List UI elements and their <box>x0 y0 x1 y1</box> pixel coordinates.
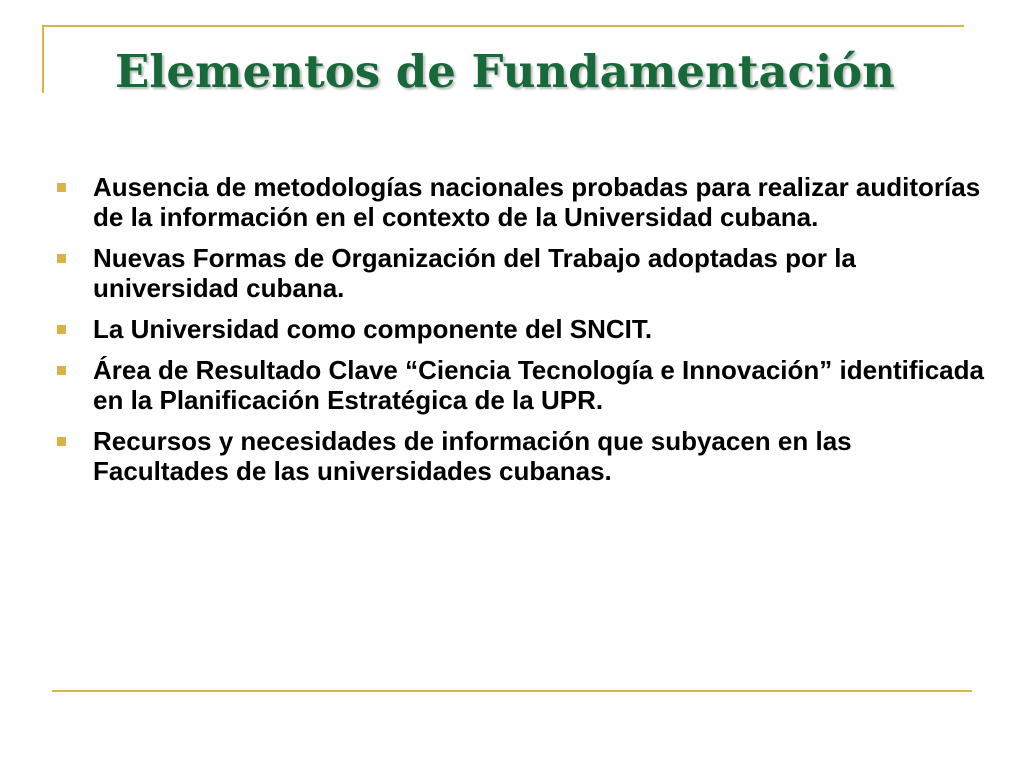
bullet-item <box>55 172 985 232</box>
bullet-text: Área de Resultado Clave “Ciencia Tecnología e Innovación” identificada en la Planificación Estratégica de la UPR. <box>93 355 984 415</box>
slide-title: Elementos de Fundamentación <box>115 45 895 98</box>
bullet-item <box>55 314 985 344</box>
bullet-text: Recursos y necesidades de información que subyacen en las Facultades de las universidades cubanas. <box>93 426 852 486</box>
square-bullet-icon <box>57 254 66 263</box>
bullet-text: Ausencia de metodologías nacionales probadas para realizar auditorías de la información en el contexto de la Universidad cubana. <box>93 172 981 232</box>
bullet-text: Nuevas Formas de Organización del Trabajo adoptadas por la universidad cubana. <box>93 243 856 303</box>
square-bullet-icon <box>57 437 66 446</box>
bullet-text: La Universidad como componente del SNCIT. <box>93 314 653 344</box>
frame-left-line <box>42 25 44 93</box>
bullet-item <box>55 426 985 486</box>
square-bullet-icon <box>57 183 66 192</box>
bullet-list <box>55 172 985 497</box>
square-bullet-icon <box>57 325 66 334</box>
square-bullet-icon <box>57 366 66 375</box>
frame-bottom-line <box>52 690 972 692</box>
frame-top-line <box>42 25 964 27</box>
bullet-item <box>55 355 985 415</box>
bullet-item <box>55 243 985 303</box>
